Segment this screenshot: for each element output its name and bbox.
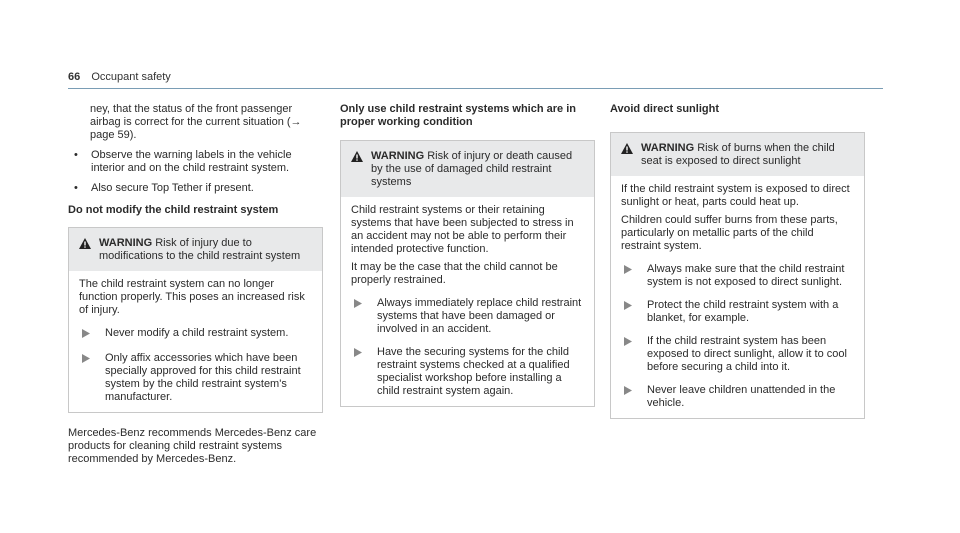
warning-box: [68, 227, 323, 413]
warning-header: [611, 133, 864, 176]
warning-triangle-icon: [351, 150, 371, 189]
warning-box: [610, 132, 865, 419]
bullet-icon: •: [74, 182, 78, 194]
step-text: Never modify a child restraint system.: [105, 327, 289, 339]
warning-title: WARNING: [99, 237, 153, 249]
intro-paragraph: ney, that the status of the front passenger airbag is correct for the current situation (→ page 59).: [90, 103, 302, 141]
warning-body: [69, 271, 322, 412]
warning-header: [341, 141, 594, 197]
instruction-step: [621, 335, 854, 374]
step-text: Always make sure that the child restraint system is not exposed to direct sunlight.: [647, 263, 845, 288]
warning-box: [340, 140, 595, 407]
instruction-step: [351, 346, 584, 398]
warning-body: [611, 176, 864, 418]
warning-description: The child restraint system can no longer function properly. This poses an increased risk of injury.: [79, 278, 305, 316]
warning-title: WARNING: [641, 142, 695, 154]
bullet-text: Also secure Top Tether if present.: [91, 182, 254, 194]
instruction-step: [621, 299, 854, 325]
warning-description: If the child restraint system is exposed to direct sunlight or heat, parts could heat up.: [621, 183, 850, 208]
warning-description: Children could suffer burns from these parts, particularly on metallic parts of the child restraint system.: [621, 214, 838, 252]
arrow-right-icon: [621, 384, 647, 410]
arrow-right-icon: [351, 346, 377, 398]
warning-text: Risk of injury or death caused by the use of damaged child restraint systems: [371, 150, 573, 188]
page-number: 66: [68, 71, 81, 83]
list-item: [68, 149, 323, 175]
bullet-text: Observe the warning labels in the vehicle interior and on the child restraint system.: [91, 149, 292, 174]
arrow-right-icon: [621, 335, 647, 374]
bullet-icon: •: [74, 149, 78, 161]
warning-triangle-icon: [621, 142, 641, 168]
footer-paragraph: Mercedes-Benz recommends Mercedes-Benz care products for cleaning child restraint systems recommended by Mercedes-Benz.: [68, 427, 317, 465]
warning-title: WARNING: [371, 150, 425, 162]
warning-header: [69, 228, 322, 271]
section-heading: Only use child restraint systems which are in proper working condition: [340, 103, 576, 128]
warning-description: It may be the case that the child cannot be properly restrained.: [351, 261, 558, 286]
instruction-step: [621, 384, 854, 410]
column-1: [68, 103, 323, 466]
arrow-right-icon: [79, 327, 105, 342]
warning-text: Risk of injury due to modifications to the child restraint system: [99, 237, 301, 262]
step-text: Protect the child restraint system with a blanket, for example.: [647, 299, 839, 324]
arrow-right-icon: [621, 299, 647, 325]
step-text: Only affix accessories which have been specially approved for this child restraint system by the child restraint system's manufacturer.: [105, 352, 301, 403]
instruction-step: [351, 297, 584, 336]
arrow-right-icon: [351, 297, 377, 336]
header-rule: [68, 88, 883, 89]
instruction-step: [79, 352, 312, 404]
step-text: Never leave children unattended in the vehicle.: [647, 384, 836, 409]
section-heading: Avoid direct sunlight: [610, 103, 719, 115]
section-heading: Do not modify the child restraint system: [68, 204, 279, 216]
instruction-step: [621, 263, 854, 289]
warning-text: Risk of burns when the child seat is exposed to direct sunlight: [641, 142, 835, 167]
list-item: [68, 182, 323, 195]
section-title: Occupant safety: [91, 71, 171, 83]
warning-description: Child restraint systems or their retaining systems that have been subjected to stress in an accident may not be able to perform their intended protective function.: [351, 204, 574, 255]
instruction-step: [79, 327, 312, 342]
warning-triangle-icon: [79, 237, 99, 263]
column-3: [610, 103, 865, 419]
arrow-right-icon: [79, 352, 105, 404]
column-2: [340, 103, 595, 407]
page-header: [68, 71, 171, 83]
warning-body: [341, 197, 594, 406]
step-text: If the child restraint system has been exposed to direct sunlight, allow it to cool before securing a child into it.: [647, 335, 847, 373]
step-text: Always immediately replace child restraint systems that have been damaged or involved in an accident.: [377, 297, 582, 335]
arrow-right-icon: [621, 263, 647, 289]
step-text: Have the securing systems for the child restraint systems checked at a qualified specialist workshop before installing a child restraint system again.: [377, 346, 570, 397]
